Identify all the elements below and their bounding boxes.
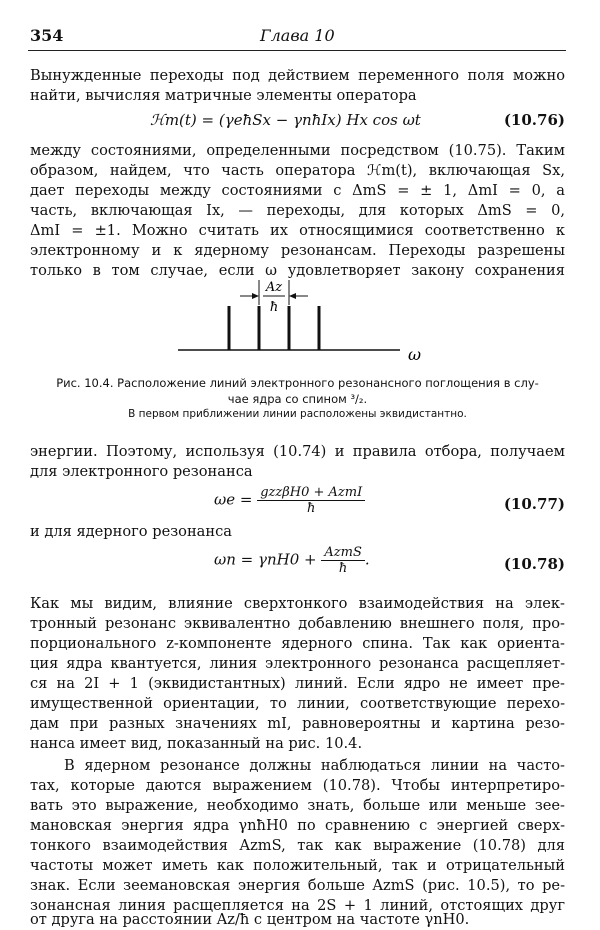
eq-numerator: AzmS [321, 545, 364, 561]
equation-10-78 [214, 545, 370, 576]
eq-fraction [257, 485, 365, 516]
text-line: и для ядерного резонанса [30, 523, 232, 540]
text-line: энергии. Поэтому, используя (10.74) и правила отбора, получаем [30, 443, 565, 460]
text-line: только в том случае, если ω удовлетворяет закону сохранения [30, 262, 565, 279]
text-line: найти, вычисляя матричные элементы оператора [30, 87, 417, 104]
text-line: ся на 2I + 1 (эквидистантных) линий. Если ядро не имеет пре- [30, 675, 565, 692]
arrowhead [252, 293, 259, 299]
eq-fraction [321, 545, 364, 576]
text-line: для электронного резонанса [30, 463, 253, 480]
chapter-title: Глава 10 [260, 26, 335, 45]
arrowhead [289, 293, 296, 299]
eq-denominator: ħ [307, 501, 316, 516]
text-line: от друга на расстоянии Az/ħ с центром на частоте γnH0. [30, 911, 470, 928]
text-line: дает переходы между состояниями с ΔmS = ± 1, ΔmI = 0, а [30, 182, 565, 199]
text-line: часть, включающая Ix, — переходы, для которых ΔmS = 0, [30, 202, 565, 219]
text-line: ΔmI = ±1. Можно считать их относящимися соответственно к [30, 222, 565, 239]
text-line: частоты может иметь как положительный, так и отрицательный [30, 857, 565, 874]
equation-number-10-77: (10.77) [503, 495, 565, 513]
text-line: вать это выражение, необходимо знать, больше или меньше зее- [30, 797, 565, 814]
equation-number-10-78: (10.78) [503, 555, 565, 573]
text-line: В ядерном резонансе должны наблюдаться линии на часто- [64, 757, 565, 774]
equation-10-77 [214, 485, 365, 516]
text-line: Вынужденные переходы под действием переменного поля можно [30, 67, 565, 84]
text-line: между состояниями, определенными посредством (10.75). Таким [30, 142, 565, 159]
eq-tail: . [364, 550, 370, 569]
text-line: тронный резонанс эквивалентно добавлению внешнего поля, про- [30, 615, 565, 632]
text-line: тонкого взаимодействия AzmS, так как выражение (10.78) для [30, 837, 565, 854]
label-hbar: ħ [269, 300, 279, 315]
equation-number-10-76: (10.76) [503, 111, 565, 129]
text-line: Как мы видим, влияние сверхтонкого взаимодействия на элек- [30, 595, 565, 612]
text-line: электронному и к ядерному резонансам. Переходы разрешены [30, 242, 565, 259]
eq-numerator: gzzβH0 + AzmI [257, 485, 365, 501]
figure-caption: Рис. 10.4. Расположение линий электронного резонансного поглощения в слу- [56, 376, 539, 390]
label-az: Az [265, 280, 283, 295]
axis-label-omega: ω [408, 345, 422, 364]
text-line: порционального z-компоненте ядерного спина. Так как ориента- [30, 635, 565, 652]
page-number: 354 [30, 26, 64, 45]
text-line: тах, которые даются выражением (10.78). Чтобы интерпретиро- [30, 777, 565, 794]
text-line: зонансная линия расщепляется на 2S + 1 линий, отстоящих друг [30, 897, 565, 914]
figure-caption: чае ядра со спином ³/₂. [227, 392, 368, 406]
text-line: имущественной ориентации, то линии, соответствующие перехо- [30, 695, 565, 712]
eq-lhs: ωe = [214, 490, 253, 509]
text-line: нанса имеет вид, показанный на рис. 10.4. [30, 735, 363, 752]
equation-10-76: ℋm(t) = (γeħSx − γnħIx) Hx cos ωt [150, 111, 421, 129]
figure-caption-note: В первом приближении линии расположены эквидистантно. [128, 408, 467, 420]
eq-denominator: ħ [338, 561, 348, 576]
text-line: знак. Если зеемановская энергия больше AzmS (рис. 10.5), то ре- [30, 877, 565, 894]
eq-lhs: ωn = γnH0 + [214, 550, 317, 569]
text-line: ция ядра квантуется, линия электронного резонанса расщепляет- [30, 655, 565, 672]
text-line: дам при разных значениях mI, равновероятны и картина резо- [30, 715, 565, 732]
text-line: мановская энергия ядра γnħH0 по сравнению с энергией сверх- [30, 817, 565, 834]
text-line: образом, найдем, что часть оператора ℋm(t), включающая Sx, [30, 162, 565, 179]
